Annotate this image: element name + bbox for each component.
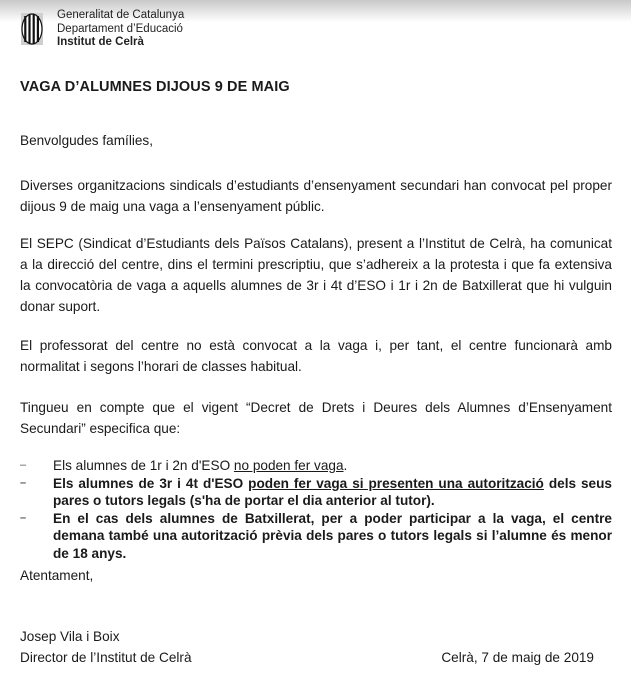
- paragraph-teachers-normal-schedule: El professorat del centre no està convocat a la vaga i, per tant, el centre funcionarà amb normalitat i segons l’horari de classes habitual.: [20, 338, 612, 374]
- bullet-text: Els alumnes de 1r i 2n d'ESO: [53, 458, 234, 473]
- bullet-underlined-text: no poden fer vaga: [233, 458, 344, 473]
- bullet-text-end: .: [343, 458, 348, 473]
- closing: Atentament,: [20, 568, 94, 583]
- signature-role: Director de l’Institut de Celrà: [20, 650, 192, 665]
- place-date: Celrà, 7 de maig de 2019: [441, 650, 594, 665]
- bullet-text: En el cas dels alumnes de Batxillerat, per a poder participar a la vaga, el centre demana també una autorització prèvia dels pares o tutors legals si l’alumne és menor de 18 anys.: [53, 510, 612, 561]
- letterhead: [21, 9, 184, 50]
- bullet-text: Els alumnes de 3r i 4t d'ESO: [53, 475, 249, 491]
- document-title: VAGA D’ALUMNES DIJOUS 9 DE MAIG: [20, 79, 290, 95]
- letterhead-government: Generalitat de Catalunya: [57, 9, 185, 21]
- paragraph-strike-announcement: Diverses organitzacions sindicals d’estudiants d’ensenyament secundari han convocat pel proper dijous 9 de maig una vaga a l’ensenyament públic.: [20, 178, 612, 214]
- bullet-text-end: dels seus pares o tutors legals (s'ha de portar el dia anterior al tutor).: [53, 475, 612, 508]
- paragraph-sepc-adhesion: El SEPC (Sindicat d’Estudiants dels Països Catalans), present a l’Institut de Celrà, ha comunicat a la direcció del centre, dins el termini prescriptiu, que s’adhereix a la protesta i que fa extensiva la convocatòria de vaga a aquells alumnes de 3r i 4t d’ESO i 1r i 2n de Batxillerat que hi vulguin donar suport.: [20, 236, 612, 314]
- list-item: [20, 475, 612, 510]
- paragraph-decree-reference: Tingueu en compte que el vigent “Decret de Drets i Deures dels Alumnes d’Ensenyament Secundari” especifica que:: [20, 400, 612, 436]
- list-item: [20, 510, 612, 563]
- list-item: [20, 457, 612, 475]
- letterhead-institute: Institut de Celrà: [57, 36, 144, 48]
- generalitat-senyera-shield-icon: [21, 13, 43, 45]
- dash-bullet-icon: –: [20, 476, 27, 489]
- bullet-underlined-text: poden fer vaga si presenten una autorització: [248, 475, 544, 491]
- rules-list: [20, 457, 612, 562]
- greeting: Benvolgudes famílies,: [20, 133, 153, 148]
- dash-bullet-icon: –: [20, 459, 27, 471]
- dash-bullet-icon: –: [20, 511, 27, 524]
- signature-name: Josep Vila i Boix: [20, 629, 120, 644]
- letterhead-department: Departament d’Educació: [57, 22, 183, 35]
